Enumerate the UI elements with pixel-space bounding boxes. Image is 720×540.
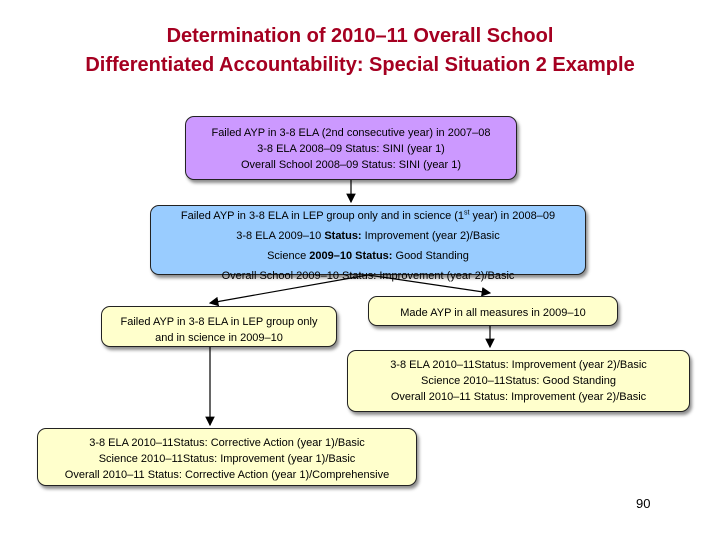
box1-line2: 3-8 ELA 2008–09 Status: SINI (year 1) [257,143,445,155]
box2-line1-text: Failed AYP in 3-8 ELA in LEP group only and in science (1 [180,210,465,222]
box2-line3 [151,246,585,266]
box3-line1: Failed AYP in 3-8 ELA in LEP group only [120,316,318,328]
box-2008-09-status [150,205,586,282]
box-2010-11-corrective-outcome [37,428,417,486]
box6-line1: 3-8 ELA 2010–11Status: Corrective Action (year 1)/Basic [89,437,365,449]
box2-line1-sup: st [464,209,470,217]
box2-line4: Overall School 2009–10 Status: Improvement (year 2)/Basic [221,270,515,282]
box2-line1-post: year) in 2008–09 [469,210,556,222]
box2-line2-pre: 3-8 ELA 2009–10 [236,230,325,242]
box2-line3-bold: 2009–10 Status: [309,250,393,262]
box3-line2: and in science in 2009–10 [155,332,283,344]
box1-line1: Failed AYP in 3-8 ELA (2nd consecutive year) in 2007–08 [211,127,491,139]
box-failed-2009-10 [101,306,337,347]
box5-line1: 3-8 ELA 2010–11Status: Improvement (year 2)/Basic [390,359,647,371]
box-2010-11-good-outcome [347,350,690,412]
page-number: 90 [636,496,651,511]
box2-line1 [151,206,585,226]
box6-line2: Science 2010–11Status: Improvement (year 1)/Basic [98,453,356,465]
box5-line2: Science 2010–11Status: Good Standing [421,375,616,387]
box2-line2-post: Improvement (year 2)/Basic [361,230,500,242]
box2-line2-bold: Status: [324,230,362,242]
box5-line3: Overall 2010–11 Status: Improvement (year 2)/Basic [390,391,647,403]
slide-title-line1: Determination of 2010–11 Overall School [166,25,554,47]
box1-line3: Overall School 2008–09 Status: SINI (year 1) [240,159,462,171]
box6-line3: Overall 2010–11 Status: Corrective Action (year 1)/Comprehensive [64,469,390,481]
box2-line2 [151,226,585,246]
box4-line1: Made AYP in all measures in 2009–10 [400,307,586,319]
box2-line3-post: Good Standing [392,250,469,262]
box2-line3-pre: Science [267,250,310,262]
slide-title-line2: Differentiated Accountability: Special Situation 2 Example [85,54,635,76]
box-2007-08-status [185,116,517,180]
box-made-ayp-2009-10 [368,296,618,326]
